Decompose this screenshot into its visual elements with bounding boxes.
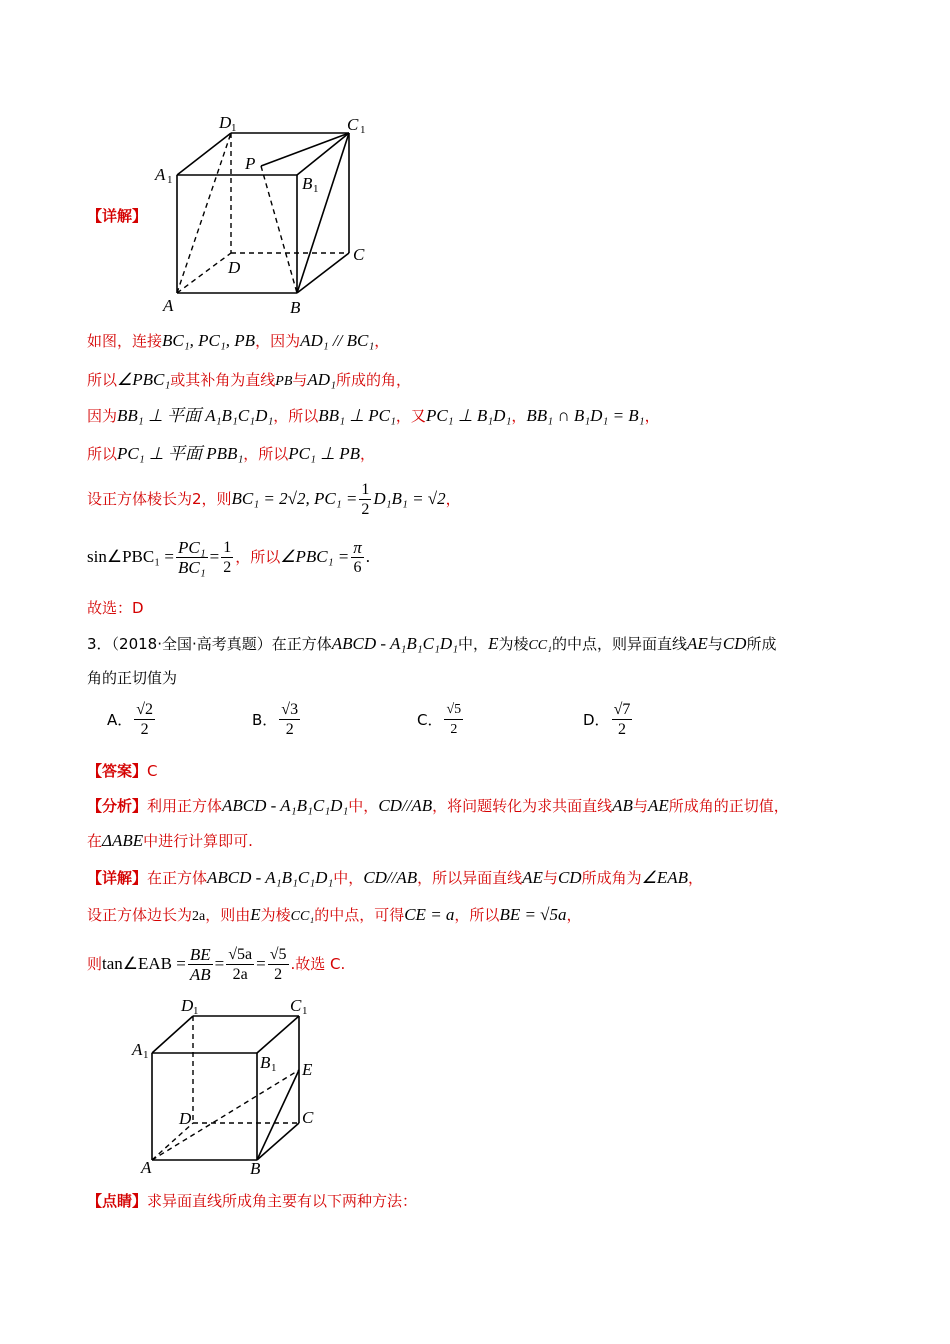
cube-figure-2	[130, 993, 360, 1183]
label-a1: A	[155, 165, 166, 184]
label2-c1: C	[290, 996, 302, 1015]
label2-e: E	[302, 1060, 313, 1079]
svg-text:1: 1	[193, 1005, 199, 1017]
svg-text:1: 1	[271, 1062, 277, 1074]
label2-a1: A	[132, 1040, 143, 1059]
label-d: D	[228, 258, 241, 277]
question3-line2: 角的正切值为	[87, 669, 178, 687]
label-a: A	[163, 296, 174, 315]
analysis3-line1: 【分析】利用正方体ABCD - A₁B₁C₁D₁中，CD//AB，将问题转化为求共面直线AB与AE所成角的正切值，	[87, 796, 789, 815]
label2-b: B	[250, 1159, 261, 1178]
detail3-line3: 则tan∠EAB = $\frac{BE}{AB}$ = $\frac{√5a}{2a}$ = $\frac{√5}{2}$ .故选 C.	[87, 945, 346, 984]
label2-d: D	[179, 1109, 192, 1128]
option-c[interactable]: C． $\frac{√5}{2}$	[417, 702, 462, 737]
label2-a: A	[141, 1158, 152, 1177]
label2-c: C	[302, 1108, 314, 1127]
label-c1: C	[347, 115, 359, 134]
svg-text:1: 1	[143, 1049, 149, 1061]
svg-text:1: 1	[231, 122, 237, 134]
analysis3-line2: 在ΔABE中进行计算即可.	[87, 831, 253, 850]
detail1-line1: 如图，连接BC₁, PC₁, PB，因为AD₁ // BC₁，	[87, 331, 390, 350]
answer3-line: 【答案】C	[87, 762, 158, 780]
detail1-line6: sin∠PBC₁ = $\frac{\text{PC₁}}{\text{BC₁}}$ = $\frac{1}{2}$ ，所以∠PBC₁ = $\frac{\pi}{6}$ .	[87, 538, 370, 577]
option-b[interactable]: B． $\frac{√3}{2}$	[252, 701, 299, 738]
detail3-line2: 设正方体边长为2a，则由E为棱CC₁的中点，可得CE = a，所以BE = √5a，	[87, 905, 582, 924]
label-b1: B	[302, 174, 313, 193]
detail1-line2: 所以∠PBC₁或其补角为直线PB与AD₁所成的角，	[87, 370, 412, 389]
option-d[interactable]: D． $\frac{√7}{2}$	[583, 701, 631, 738]
option-a[interactable]: A． $\frac{√2}{2}$	[107, 701, 154, 738]
svg-text:1: 1	[313, 183, 319, 195]
detail1-answer: 故选：D	[87, 599, 144, 617]
label-p: P	[245, 154, 256, 173]
detail1-line5: 设正方体棱长为2，则BC₁ = 2√2, PC₁ = $\frac{1}{2}$ D₁B₁ = √2，	[87, 481, 461, 518]
detail1-line3: 因为BB₁ ⊥ 平面 A₁B₁C₁D₁，所以BB₁ ⊥ PC₁，又PC₁ ⊥ B₁D₁，BB₁ ∩ B₁D₁ = B₁，	[87, 406, 660, 425]
svg-text:1: 1	[360, 124, 366, 136]
detail3-line1: 【详解】在正方体ABCD - A₁B₁C₁D₁中，CD//AB，所以异面直线AE与CD所成角为∠EAB，	[87, 868, 704, 887]
label2-d1: D	[181, 996, 194, 1015]
label2-b1: B	[260, 1053, 271, 1072]
label-d1: D	[219, 113, 232, 132]
detail1-tag-line	[87, 205, 147, 227]
tip3-line: 【点睛】求异面直线所成角主要有以下两种方法：	[87, 1192, 418, 1210]
detail1-line4: 所以PC₁ ⊥ 平面 PBB₁，所以PC₁ ⊥ PB，	[87, 444, 376, 463]
detail-tag: 【详解】	[87, 207, 148, 225]
label-b: B	[290, 298, 301, 317]
svg-text:1: 1	[302, 1005, 308, 1017]
svg-text:1: 1	[167, 174, 173, 186]
question3-line1: 3．（2018·全国·高考真题）在正方体ABCD - A₁B₁C₁D₁中，E为棱CC₁的中点，则异面直线AE与CD所成	[87, 634, 777, 653]
label-c: C	[353, 245, 365, 264]
cube-figure-1	[150, 108, 410, 318]
